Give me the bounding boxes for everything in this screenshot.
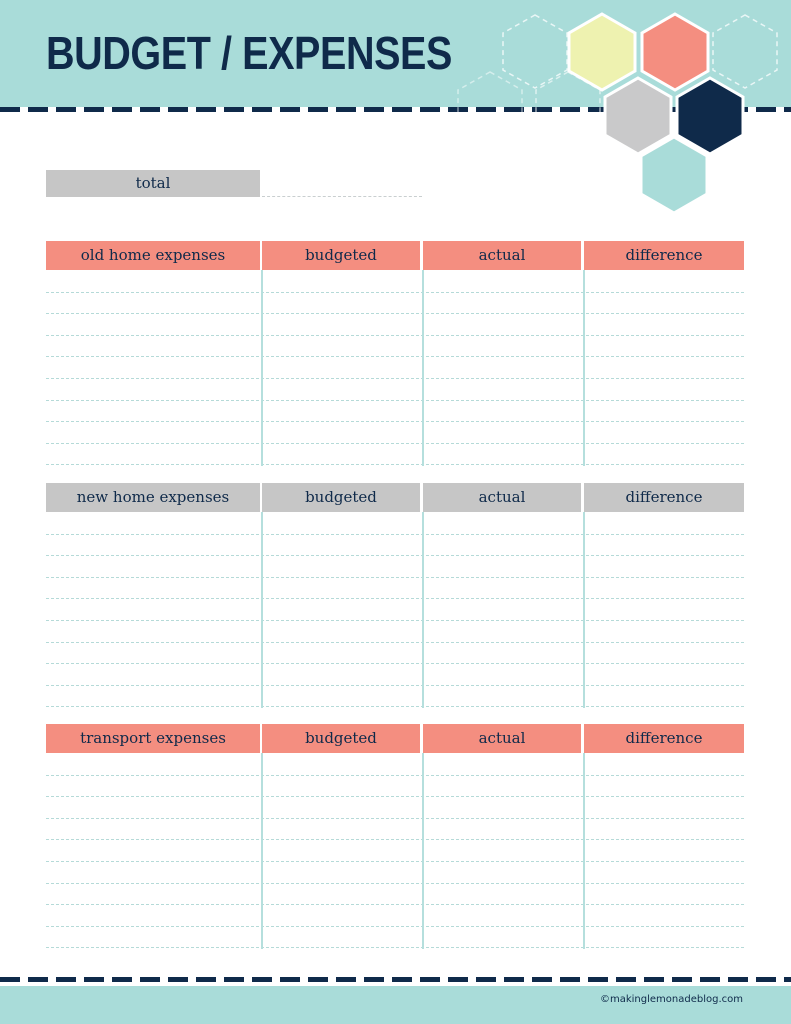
column-header-difference: difference	[584, 483, 744, 512]
column-header-actual: actual	[423, 241, 581, 270]
entry-rows[interactable]	[46, 753, 744, 949]
entry-rows[interactable]	[46, 512, 744, 708]
entry-row-line[interactable]	[46, 464, 744, 465]
column-divider	[422, 270, 424, 466]
column-divider	[422, 512, 424, 708]
total-entry-line[interactable]	[262, 196, 422, 197]
entry-row-line[interactable]	[46, 861, 744, 862]
entry-row-line[interactable]	[46, 775, 744, 776]
footer-band	[0, 986, 791, 1024]
column-divider	[583, 270, 585, 466]
entry-row-line[interactable]	[46, 378, 744, 379]
entry-row-line[interactable]	[46, 883, 744, 884]
total-label: total	[46, 170, 260, 197]
entry-row-line[interactable]	[46, 685, 744, 686]
entry-row-line[interactable]	[46, 947, 744, 948]
entry-row-line[interactable]	[46, 335, 744, 336]
page-title: BUDGET / EXPENSES	[46, 27, 452, 79]
entry-row-line[interactable]	[46, 534, 744, 535]
footer-divider	[0, 977, 791, 982]
column-header-budgeted: budgeted	[262, 483, 420, 512]
section-title: transport expenses	[46, 724, 260, 753]
column-header-difference: difference	[584, 724, 744, 753]
column-divider	[583, 753, 585, 949]
hexagon-decoration	[450, 0, 791, 220]
entry-row-line[interactable]	[46, 313, 744, 314]
column-divider	[261, 753, 263, 949]
entry-row-line[interactable]	[46, 577, 744, 578]
entry-row-line[interactable]	[46, 555, 744, 556]
entry-row-line[interactable]	[46, 706, 744, 707]
section-title: new home expenses	[46, 483, 260, 512]
column-header-actual: actual	[423, 724, 581, 753]
entry-row-line[interactable]	[46, 904, 744, 905]
column-header-budgeted: budgeted	[262, 724, 420, 753]
entry-row-line[interactable]	[46, 926, 744, 927]
entry-row-line[interactable]	[46, 598, 744, 599]
entry-row-line[interactable]	[46, 796, 744, 797]
entry-row-line[interactable]	[46, 642, 744, 643]
column-header-budgeted: budgeted	[262, 241, 420, 270]
entry-rows[interactable]	[46, 270, 744, 466]
entry-row-line[interactable]	[46, 620, 744, 621]
entry-row-line[interactable]	[46, 400, 744, 401]
entry-row-line[interactable]	[46, 292, 744, 293]
footer-credit: ©makinglemonadeblog.com	[599, 994, 743, 1005]
entry-row-line[interactable]	[46, 663, 744, 664]
column-divider	[422, 753, 424, 949]
column-divider	[261, 512, 263, 708]
column-divider	[261, 270, 263, 466]
entry-row-line[interactable]	[46, 356, 744, 357]
column-header-actual: actual	[423, 483, 581, 512]
entry-row-line[interactable]	[46, 839, 744, 840]
entry-row-line[interactable]	[46, 421, 744, 422]
entry-row-line[interactable]	[46, 818, 744, 819]
entry-row-line[interactable]	[46, 443, 744, 444]
section-title: old home expenses	[46, 241, 260, 270]
column-divider	[583, 512, 585, 708]
column-header-difference: difference	[584, 241, 744, 270]
